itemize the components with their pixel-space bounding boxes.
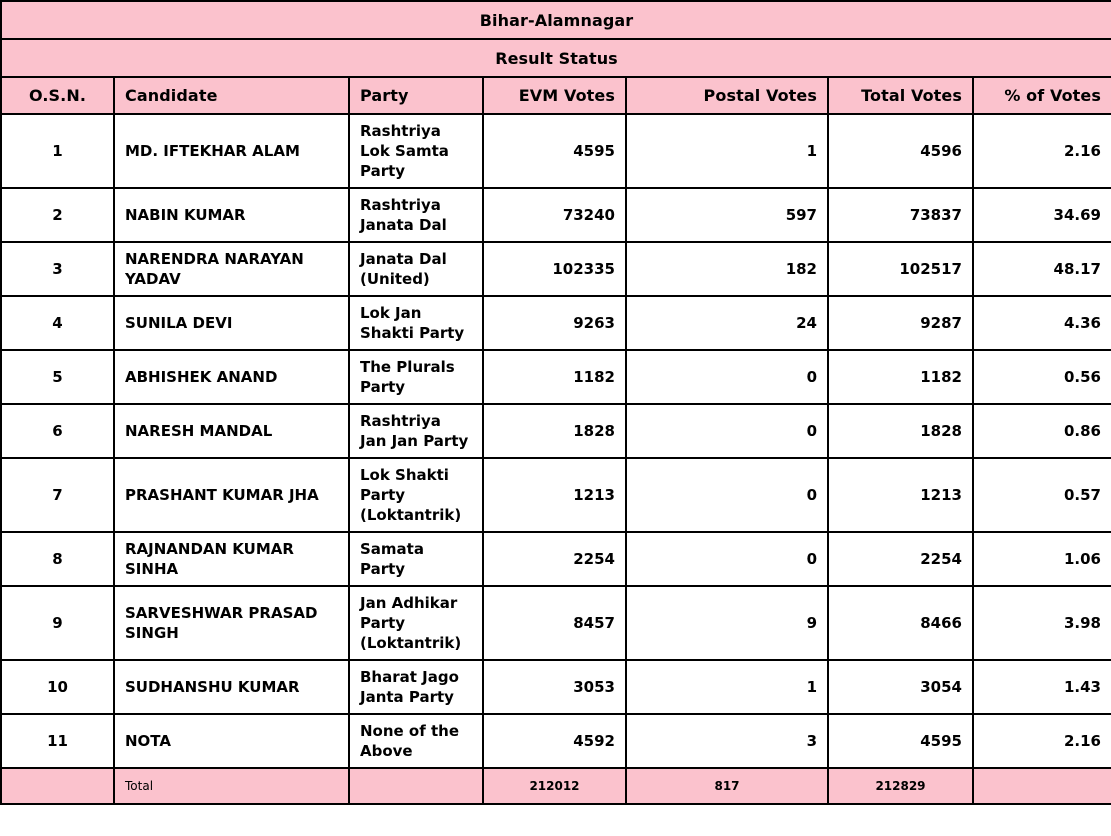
column-header-postal-votes: Postal Votes: [626, 77, 828, 114]
cell-evm-votes: 73240: [483, 188, 626, 242]
cell-pct-votes: 0.57: [973, 458, 1111, 532]
column-header-evm-votes: EVM Votes: [483, 77, 626, 114]
cell-postal-votes: 1: [626, 114, 828, 188]
cell-evm-votes: 8457: [483, 586, 626, 660]
cell-total-votes: 1828: [828, 404, 973, 458]
cell-postal-votes: 182: [626, 242, 828, 296]
cell-candidate: ABHISHEK ANAND: [114, 350, 349, 404]
cell-candidate: RAJNANDAN KUMAR SINHA: [114, 532, 349, 586]
table-row: [1, 586, 1111, 660]
cell-postal-votes: 3: [626, 714, 828, 768]
cell-candidate: NARENDRA NARAYAN YADAV: [114, 242, 349, 296]
cell-postal-votes: 24: [626, 296, 828, 350]
cell-osn: 11: [1, 714, 114, 768]
total-evm-votes: 212012: [483, 768, 626, 804]
cell-osn: 8: [1, 532, 114, 586]
cell-party: Samata Party: [349, 532, 483, 586]
cell-pct-votes: 3.98: [973, 586, 1111, 660]
cell-total-votes: 102517: [828, 242, 973, 296]
cell-candidate: PRASHANT KUMAR JHA: [114, 458, 349, 532]
cell-postal-votes: 597: [626, 188, 828, 242]
cell-postal-votes: 0: [626, 350, 828, 404]
cell-total-votes: 8466: [828, 586, 973, 660]
cell-osn: 10: [1, 660, 114, 714]
cell-candidate: NOTA: [114, 714, 349, 768]
cell-party: None of the Above: [349, 714, 483, 768]
cell-osn: 5: [1, 350, 114, 404]
cell-evm-votes: 1213: [483, 458, 626, 532]
cell-candidate: SARVESHWAR PRASAD SINGH: [114, 586, 349, 660]
cell-party: Rashtriya Lok Samta Party: [349, 114, 483, 188]
cell-evm-votes: 9263: [483, 296, 626, 350]
cell-osn: 6: [1, 404, 114, 458]
cell-postal-votes: 0: [626, 404, 828, 458]
cell-total-votes: 4596: [828, 114, 973, 188]
table-header-row: [1, 77, 1111, 114]
table-row: [1, 458, 1111, 532]
cell-party: Rashtriya Jan Jan Party: [349, 404, 483, 458]
table-row: [1, 660, 1111, 714]
cell-pct-votes: 4.36: [973, 296, 1111, 350]
cell-candidate: NABIN KUMAR: [114, 188, 349, 242]
table-row: [1, 714, 1111, 768]
table-row: [1, 532, 1111, 586]
cell-party: Lok Jan Shakti Party: [349, 296, 483, 350]
cell-evm-votes: 1182: [483, 350, 626, 404]
cell-total-votes: 3054: [828, 660, 973, 714]
table-row: [1, 188, 1111, 242]
table-body: [1, 1, 1111, 804]
cell-party: Janata Dal (United): [349, 242, 483, 296]
cell-evm-votes: 2254: [483, 532, 626, 586]
cell-evm-votes: 1828: [483, 404, 626, 458]
cell-evm-votes: 3053: [483, 660, 626, 714]
cell-postal-votes: 1: [626, 660, 828, 714]
cell-candidate: NARESH MANDAL: [114, 404, 349, 458]
total-cell-party: [349, 768, 483, 804]
cell-osn: 7: [1, 458, 114, 532]
constituency-title-row: [1, 1, 1111, 39]
result-status-title: Result Status: [1, 39, 1111, 77]
table-row: [1, 404, 1111, 458]
page-title: Bihar-Alamnagar: [1, 1, 1111, 39]
cell-postal-votes: 9: [626, 586, 828, 660]
table-row: [1, 296, 1111, 350]
column-header-osn: O.S.N.: [1, 77, 114, 114]
cell-osn: 4: [1, 296, 114, 350]
table-row: [1, 114, 1111, 188]
cell-candidate: SUDHANSHU KUMAR: [114, 660, 349, 714]
column-header-pct-votes: % of Votes: [973, 77, 1111, 114]
cell-party: The Plurals Party: [349, 350, 483, 404]
table-row: [1, 242, 1111, 296]
cell-total-votes: 2254: [828, 532, 973, 586]
cell-party: Rashtriya Janata Dal: [349, 188, 483, 242]
cell-pct-votes: 2.16: [973, 714, 1111, 768]
total-pct-votes: [973, 768, 1111, 804]
cell-pct-votes: 0.86: [973, 404, 1111, 458]
table-total-row: [1, 768, 1111, 804]
cell-total-votes: 1182: [828, 350, 973, 404]
table-row: [1, 350, 1111, 404]
cell-total-votes: 4595: [828, 714, 973, 768]
total-label: Total: [114, 768, 349, 804]
cell-pct-votes: 2.16: [973, 114, 1111, 188]
cell-party: Jan Adhikar Party (Loktantrik): [349, 586, 483, 660]
total-total-votes: 212829: [828, 768, 973, 804]
cell-postal-votes: 0: [626, 458, 828, 532]
cell-pct-votes: 1.06: [973, 532, 1111, 586]
total-cell-osn: [1, 768, 114, 804]
cell-candidate: MD. IFTEKHAR ALAM: [114, 114, 349, 188]
cell-pct-votes: 48.17: [973, 242, 1111, 296]
cell-pct-votes: 1.43: [973, 660, 1111, 714]
cell-candidate: SUNILA DEVI: [114, 296, 349, 350]
cell-evm-votes: 4595: [483, 114, 626, 188]
total-postal-votes: 817: [626, 768, 828, 804]
cell-osn: 3: [1, 242, 114, 296]
column-header-party: Party: [349, 77, 483, 114]
cell-osn: 1: [1, 114, 114, 188]
cell-postal-votes: 0: [626, 532, 828, 586]
cell-osn: 9: [1, 586, 114, 660]
cell-pct-votes: 34.69: [973, 188, 1111, 242]
cell-party: Lok Shakti Party (Loktantrik): [349, 458, 483, 532]
column-header-candidate: Candidate: [114, 77, 349, 114]
column-header-total-votes: Total Votes: [828, 77, 973, 114]
cell-osn: 2: [1, 188, 114, 242]
cell-pct-votes: 0.56: [973, 350, 1111, 404]
cell-evm-votes: 4592: [483, 714, 626, 768]
cell-total-votes: 73837: [828, 188, 973, 242]
cell-total-votes: 1213: [828, 458, 973, 532]
cell-party: Bharat Jago Janta Party: [349, 660, 483, 714]
cell-total-votes: 9287: [828, 296, 973, 350]
cell-evm-votes: 102335: [483, 242, 626, 296]
result-status-row: [1, 39, 1111, 77]
